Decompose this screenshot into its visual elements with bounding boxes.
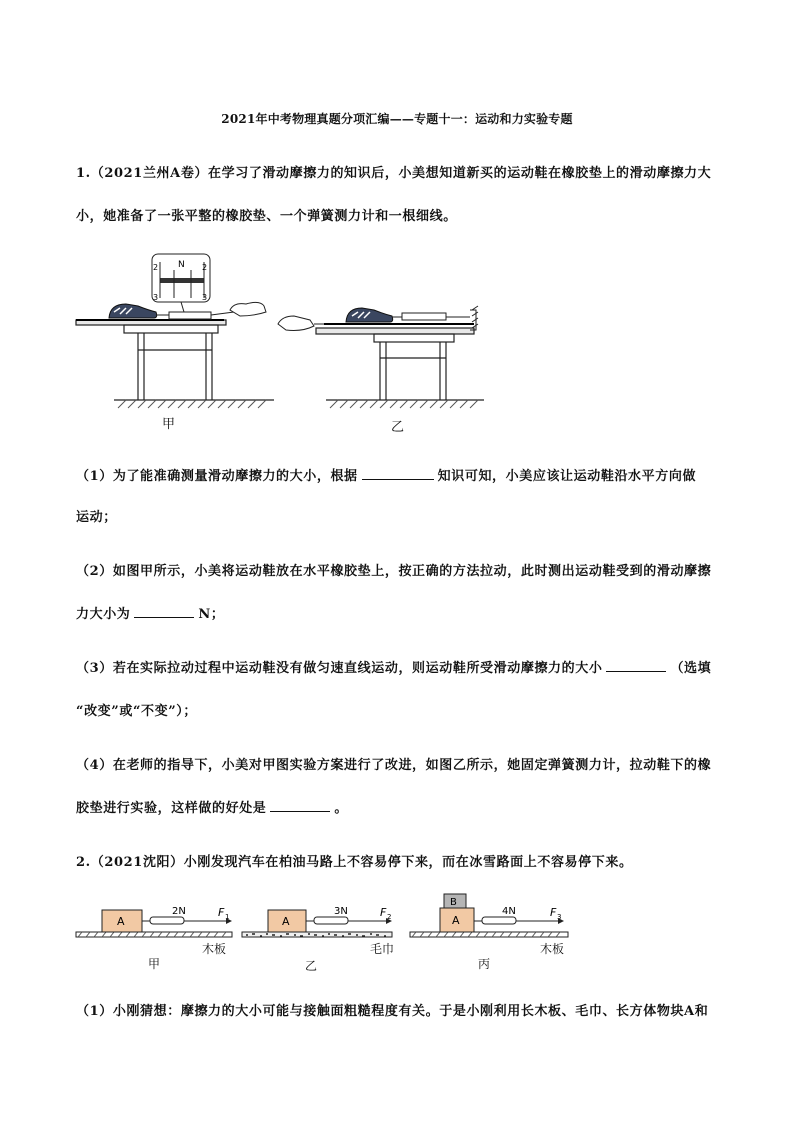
q2-part1: （1）小刚猜想：摩擦力的大小可能与接触面粗糙程度有关。于是小刚利用长木板、毛巾、长方体物块A和 — [76, 1004, 709, 1019]
svg-text:F: F — [218, 906, 225, 919]
answer-blank[interactable] — [362, 467, 434, 480]
table-yi — [316, 328, 484, 400]
surface-label: 木板 — [540, 942, 565, 956]
panel-label-yi: 乙 — [305, 959, 318, 973]
q1-figure — [74, 250, 494, 430]
fig-label-jia: 甲 — [162, 417, 176, 432]
panel-jia — [76, 906, 232, 937]
table-jia — [76, 320, 274, 400]
svg-text:F: F — [550, 906, 557, 919]
svg-text:4N: 4N — [502, 906, 516, 917]
surface-label: 毛巾 — [370, 942, 395, 956]
svg-text:3N: 3N — [334, 906, 348, 917]
spring-scale-jia — [169, 312, 211, 319]
answer-blank[interactable] — [270, 799, 330, 812]
panel-label-jia: 甲 — [148, 957, 161, 971]
q1-part2: （2）如图甲所示，小美将运动鞋放在水平橡胶垫上，按正确的方法拉动，此时测出运动鞋受到的滑动摩擦 — [76, 564, 712, 579]
page-title: 2021年中考物理真题分项汇编——专题十一：运动和力实验专题 — [221, 112, 573, 126]
svg-text:2: 2 — [202, 263, 208, 272]
hand-icon — [230, 302, 266, 316]
panel-yi — [242, 906, 392, 937]
gauge-unit: N — [178, 260, 185, 270]
svg-text:B: B — [450, 897, 457, 908]
surface-label: 木板 — [202, 942, 227, 956]
svg-text:F: F — [380, 906, 387, 919]
panel-label-bing: 丙 — [478, 957, 491, 971]
spring-scale — [150, 917, 184, 924]
spring-scale — [482, 917, 516, 924]
panel-bing — [410, 894, 568, 937]
q1-part3-cont: “改变”或“不变”）； — [76, 704, 198, 719]
svg-text:1: 1 — [225, 913, 230, 921]
spring-scale — [314, 917, 348, 924]
q1-part3: （3）若在实际拉动过程中运动鞋没有做匀速直线运动，则运动鞋所受滑动摩擦力的大小 （选填 — [76, 661, 712, 676]
fig-label-yi: 乙 — [391, 420, 405, 435]
q2-figure — [72, 890, 572, 950]
svg-text:A: A — [117, 915, 125, 928]
q1-stem-line1: 1.（2021兰州A卷）在学习了滑动摩擦力的知识后，小美想知道新买的运动鞋在橡胶垫上的滑动摩擦力大 — [76, 166, 712, 181]
svg-text:2: 2 — [387, 913, 392, 921]
q1-part4: （4）在老师的指导下，小美对甲图实验方案进行了改进，如图乙所示，她固定弹簧测力计，拉动鞋下的橡 — [76, 758, 712, 773]
q1-part4-cont: 胶垫进行实验，这样做的好处是 。 — [76, 801, 349, 816]
svg-text:2: 2 — [153, 263, 159, 272]
svg-text:2N: 2N — [172, 906, 186, 917]
svg-text:3: 3 — [202, 293, 208, 302]
q2-stem: 2.（2021沈阳）小刚发现汽车在柏油马路上不容易停下来，而在冰雪路面上不容易停下来。 — [76, 855, 633, 870]
q1-part2-cont: 力大小为 N； — [76, 607, 225, 622]
answer-blank[interactable] — [606, 659, 666, 672]
q1-part1-cont: 运动； — [76, 510, 117, 525]
spring-scale-yi — [402, 313, 446, 320]
svg-text:3: 3 — [557, 913, 562, 921]
wall-clamp-icon — [470, 306, 478, 330]
svg-text:A: A — [452, 914, 460, 927]
svg-text:3: 3 — [153, 293, 159, 302]
svg-text:A: A — [282, 915, 290, 928]
answer-blank[interactable] — [134, 605, 194, 618]
hand-icon — [278, 316, 314, 331]
q1-stem-line2: 小，她准备了一张平整的橡胶垫、一个弹簧测力计和一根细线。 — [76, 209, 457, 224]
q1-part1: （1）为了能准确测量滑动摩擦力的大小，根据 知识可知，小美应该让运动鞋沿水平方向做 — [76, 469, 697, 484]
